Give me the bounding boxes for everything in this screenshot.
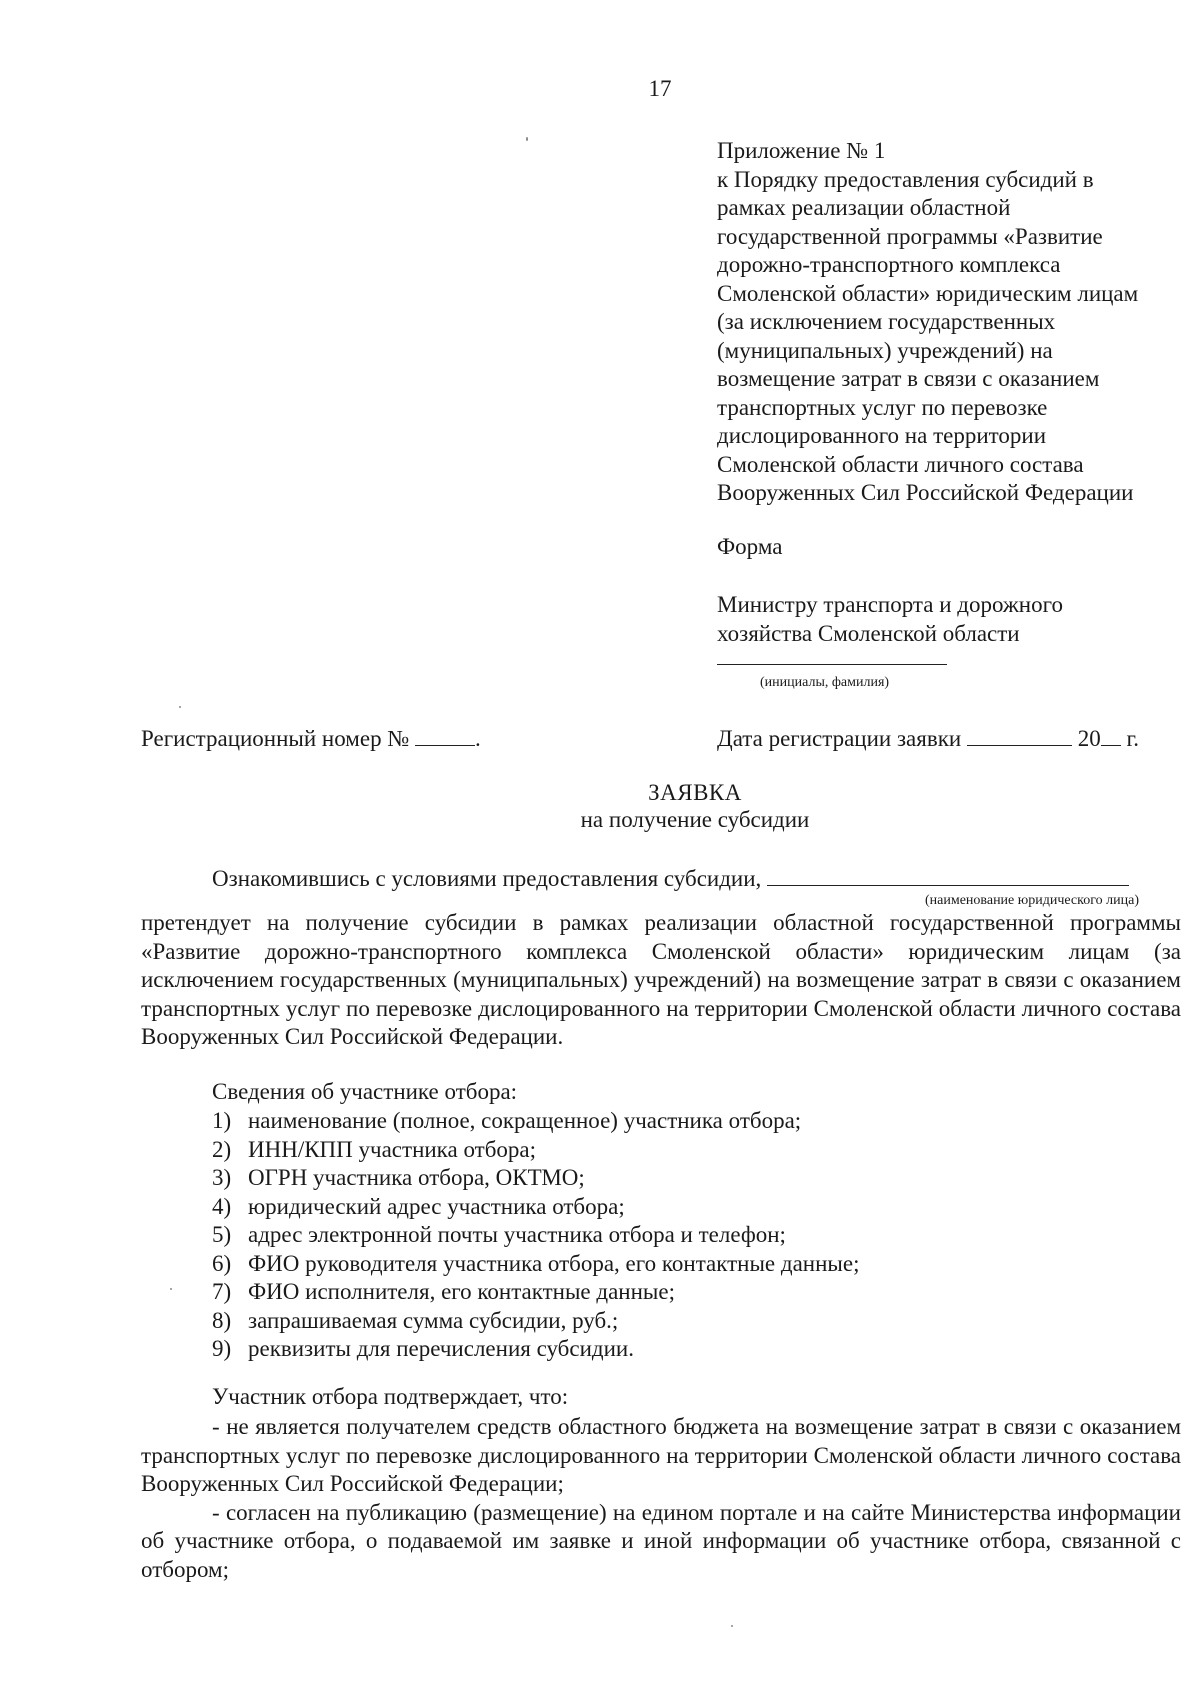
registration-number xyxy=(141,725,481,754)
list-item-text: ИНН/КПП участника отбора; xyxy=(248,1136,537,1162)
list-item-number: 8) xyxy=(212,1307,232,1333)
list-item-text: наименование (полное, сокращенное) участника отбора; xyxy=(248,1108,802,1133)
confirmation-heading: Участник отбора подтверждает, что: xyxy=(212,1384,569,1409)
legal-entity-caption: (наименование юридического лица) xyxy=(925,893,1139,908)
registration-date xyxy=(717,725,1139,754)
registration-year-prefix: 20 xyxy=(1077,726,1101,751)
list-item xyxy=(212,1250,859,1279)
list-item xyxy=(212,1164,859,1193)
appendix-line: рамках реализации областной xyxy=(717,195,1011,220)
intro-line xyxy=(212,865,1129,894)
list-item-text: ОГРН участника отбора, ОКТМО; xyxy=(248,1165,585,1190)
list-item xyxy=(212,1278,859,1307)
intro-text: Ознакомившись с условиями предоставления субсидии, xyxy=(212,866,762,891)
registration-date-label: Дата регистрации заявки xyxy=(717,726,962,751)
main-paragraph-text: претендует на получение субсидии в рамках реализации областной государственной программы «Развитие дорожно-транспортного комплекса Смоленской области» юридическим лицам (за исключением государственных (муниципальных) учреждений) на возмещение затрат в связи с оказанием транспортных услуг по перевозке дислоцированного на территории Смоленской области личного состава Вооруженных Сил Российской Федерации. xyxy=(141,910,1181,1049)
confirmation-points xyxy=(141,1413,1181,1584)
signature-caption: (инициалы, фамилия) xyxy=(760,675,890,690)
list-item-number: 2) xyxy=(212,1136,232,1162)
registration-year-suffix: г. xyxy=(1126,726,1140,751)
list-item-number: 6) xyxy=(212,1250,232,1276)
document-subtitle: на получение субсидии xyxy=(580,807,810,832)
appendix-line: государственной программы «Развитие xyxy=(717,223,1103,249)
participant-info-heading: Сведения об участнике отбора: xyxy=(212,1079,518,1104)
list-item xyxy=(212,1136,859,1165)
list-item-number: 9) xyxy=(212,1336,232,1361)
appendix-line: дислоцированного на территории xyxy=(717,423,1047,448)
scan-speck xyxy=(170,1288,172,1290)
main-paragraph xyxy=(141,909,1181,1052)
list-item-text: адрес электронной почты участника отбора и телефон; xyxy=(248,1222,786,1247)
confirmation-point: - согласен на публикацию (размещение) на едином портале и на сайте Министерства информации об участнике отбора, о подаваемой им заявке и иной информации об участнике отбора, связанной с отбором; xyxy=(141,1499,1181,1582)
list-item xyxy=(212,1335,859,1364)
list-item-text: ФИО исполнителя, его контактные данные; xyxy=(248,1279,675,1304)
registration-number-label: Регистрационный номер № xyxy=(141,726,410,751)
page-number: 17 xyxy=(648,76,672,101)
appendix-line: возмещение затрат в связи с оказанием xyxy=(717,366,1100,391)
confirmation-point: - не является получателем средств областного бюджета на возмещение затрат в связи с оказанием транспортных услуг по перевозке дислоцированного на территории Смоленской области личного состава Вооруженных Сил Российской Федерации; xyxy=(141,1414,1181,1496)
appendix-header xyxy=(717,137,1187,508)
list-item-text: юридический адрес участника отбора; xyxy=(248,1193,625,1219)
appendix-line: транспортных услуг по перевозке xyxy=(717,394,1048,420)
scan-speck xyxy=(731,1625,733,1627)
list-item-number: 1) xyxy=(212,1108,232,1133)
appendix-line: к Порядку предоставления субсидий в xyxy=(717,166,1094,192)
appendix-line: дорожно-транспортного комплекса xyxy=(717,252,1061,277)
document-title: ЗАЯВКА xyxy=(648,780,742,805)
appendix-line: Смоленской области» юридическим лицам xyxy=(717,280,1139,306)
list-item-number: 7) xyxy=(212,1279,232,1304)
list-item-number: 5) xyxy=(212,1222,232,1247)
registration-number-field[interactable] xyxy=(415,727,475,746)
list-item-text: реквизиты для перечисления субсидии. xyxy=(248,1336,634,1361)
list-item-number: 3) xyxy=(212,1165,232,1190)
appendix-line: (за исключением государственных xyxy=(717,309,1056,334)
form-label: Форма xyxy=(717,534,783,559)
appendix-line: Смоленской области личного состава xyxy=(717,451,1084,477)
list-item xyxy=(212,1107,859,1136)
appendix-line: (муниципальных) учреждений) на xyxy=(717,337,1053,363)
list-item-number: 4) xyxy=(212,1193,232,1219)
scan-speck xyxy=(179,706,181,708)
list-item xyxy=(212,1193,859,1222)
appendix-line: Вооруженных Сил Российской Федерации xyxy=(717,480,1134,505)
addressee-block xyxy=(717,591,1063,648)
list-item-text: запрашиваемая сумма субсидии, руб.; xyxy=(248,1307,619,1333)
signature-line[interactable] xyxy=(717,664,947,665)
registration-date-field[interactable] xyxy=(967,727,1072,746)
addressee-line: хозяйства Смоленской области xyxy=(717,620,1020,646)
list-item xyxy=(212,1221,859,1250)
appendix-line: Приложение № 1 xyxy=(717,138,886,163)
registration-number-end: . xyxy=(475,726,481,751)
list-item xyxy=(212,1307,859,1336)
legal-entity-name-field[interactable] xyxy=(767,867,1129,886)
participant-info-list xyxy=(212,1107,859,1364)
registration-year-field[interactable] xyxy=(1101,727,1121,746)
list-item-text: ФИО руководителя участника отбора, его контактные данные; xyxy=(248,1250,860,1276)
addressee-line: Министру транспорта и дорожного xyxy=(717,592,1063,617)
scan-speck xyxy=(526,137,528,141)
